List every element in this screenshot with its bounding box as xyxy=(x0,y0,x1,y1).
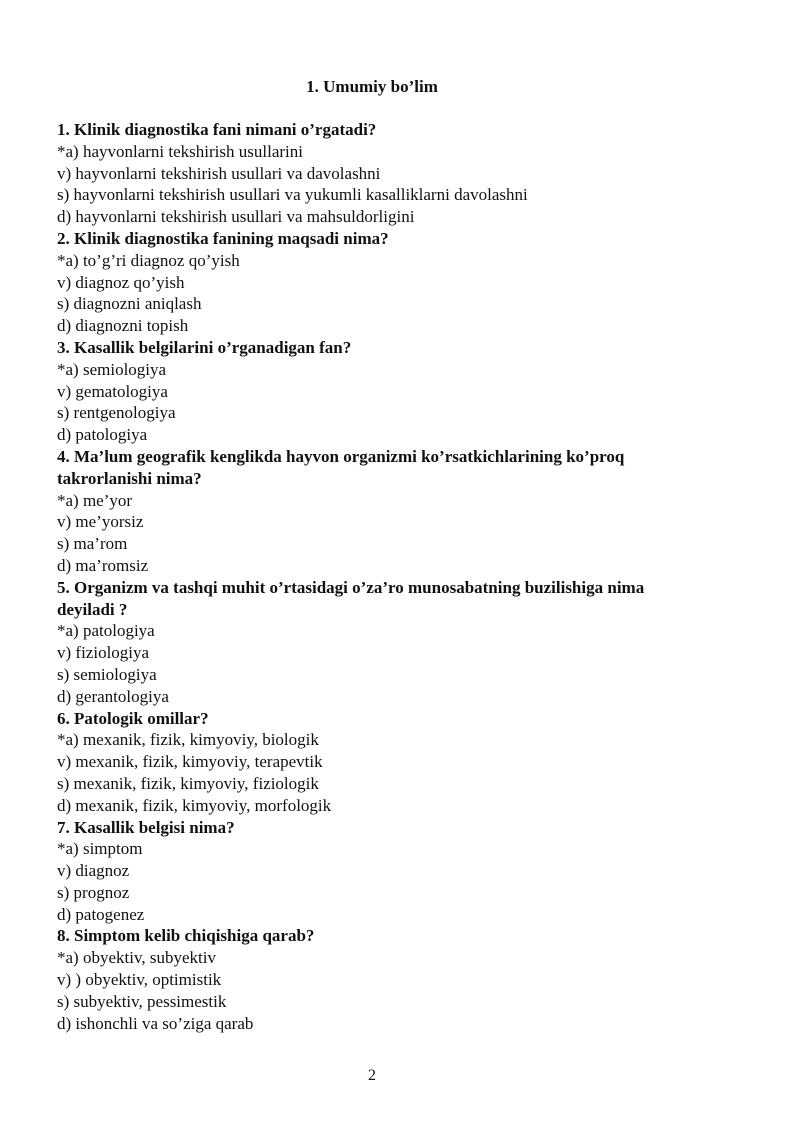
answer-option: *a) hayvonlarni tekshirish usullarini xyxy=(57,141,303,161)
question-block xyxy=(57,228,697,337)
answer-option: s) diagnozni aniqlash xyxy=(57,294,202,314)
answer-option: v) fiziologiya xyxy=(57,643,150,663)
question-text: 1. Klinik diagnostika fani nimani o’rgatadi? xyxy=(57,120,377,139)
answer-option: v) me’yorsiz xyxy=(57,512,144,532)
answer-option: *a) simptom xyxy=(57,839,143,859)
question-block xyxy=(57,708,697,817)
answer-option: *a) obyektiv, subyektiv xyxy=(57,948,216,968)
answer-option: *a) mexanik, fizik, kimyoviy, biologik xyxy=(57,730,319,750)
question-text: 2. Klinik diagnostika fanining maqsadi nima? xyxy=(57,228,389,248)
question-text: 8. Simptom kelib chiqishiga qarab? xyxy=(57,926,315,946)
answer-option: v) diagnoz xyxy=(57,861,130,881)
question-list xyxy=(57,119,697,1034)
answer-option: d) ma’romsiz xyxy=(57,555,149,575)
answer-option: s) hayvonlarni tekshirish usullari va yukumli kasalliklarni davolashni xyxy=(57,185,528,205)
question-text: 3. Kasallik belgilarini o’rganadigan fan? xyxy=(57,337,352,357)
answer-option: v) hayvonlarni tekshirish usullari va davolashni xyxy=(57,163,381,183)
answer-option: *a) semiologiya xyxy=(57,359,167,379)
answer-option: d) diagnozni topish xyxy=(57,316,189,336)
section-title: 1. Umumiy bo’lim xyxy=(306,77,438,96)
question-block xyxy=(57,337,697,446)
answer-option: s) ma’rom xyxy=(57,534,128,554)
answer-option: s) subyektiv, pessimestik xyxy=(57,991,227,1011)
answer-option: v) gematologiya xyxy=(57,381,168,401)
answer-option: d) mexanik, fizik, kimyoviy, morfologik xyxy=(57,795,332,815)
answer-option: s) rentgenologiya xyxy=(57,403,176,423)
question-block xyxy=(57,577,697,708)
answer-option: d) ishonchli va so’ziga qarab xyxy=(57,1013,254,1033)
question-text: 7. Kasallik belgisi nima? xyxy=(57,817,235,837)
answer-option: v) mexanik, fizik, kimyoviy, terapevtik xyxy=(57,752,323,772)
answer-option: d) gerantologiya xyxy=(57,686,169,706)
page-number: 2 xyxy=(368,1067,376,1084)
answer-option: s) prognoz xyxy=(57,882,130,902)
answer-option: *a) patologiya xyxy=(57,621,155,641)
answer-option: s) semiologiya xyxy=(57,664,157,684)
answer-option: *a) me’yor xyxy=(57,490,133,510)
answer-option: v) diagnoz qo’yish xyxy=(57,272,185,292)
answer-option: v) ) obyektiv, optimistik xyxy=(57,970,222,990)
question-text: 6. Patologik omillar? xyxy=(57,708,209,728)
question-text: 5. Organizm va tashqi muhit o’rtasidagi o’za’ro munosabatning buzilishiga nima deyiladi ? xyxy=(57,577,645,619)
answer-option: d) patologiya xyxy=(57,425,148,445)
answer-option: s) mexanik, fizik, kimyoviy, fiziologik xyxy=(57,773,319,793)
answer-option: d) patogenez xyxy=(57,904,145,924)
question-text: 4. Ma’lum geografik kenglikda hayvon organizmi ko’rsatkichlarining ko’proq takrorlanishi nima? xyxy=(57,446,625,488)
question-block xyxy=(57,817,697,926)
answer-option: *a) to’g’ri diagnoz qo’yish xyxy=(57,250,240,270)
answer-option: d) hayvonlarni tekshirish usullari va mahsuldorligini xyxy=(57,207,415,227)
question-block xyxy=(57,119,697,228)
question-block xyxy=(57,925,697,1034)
question-block xyxy=(57,446,697,577)
